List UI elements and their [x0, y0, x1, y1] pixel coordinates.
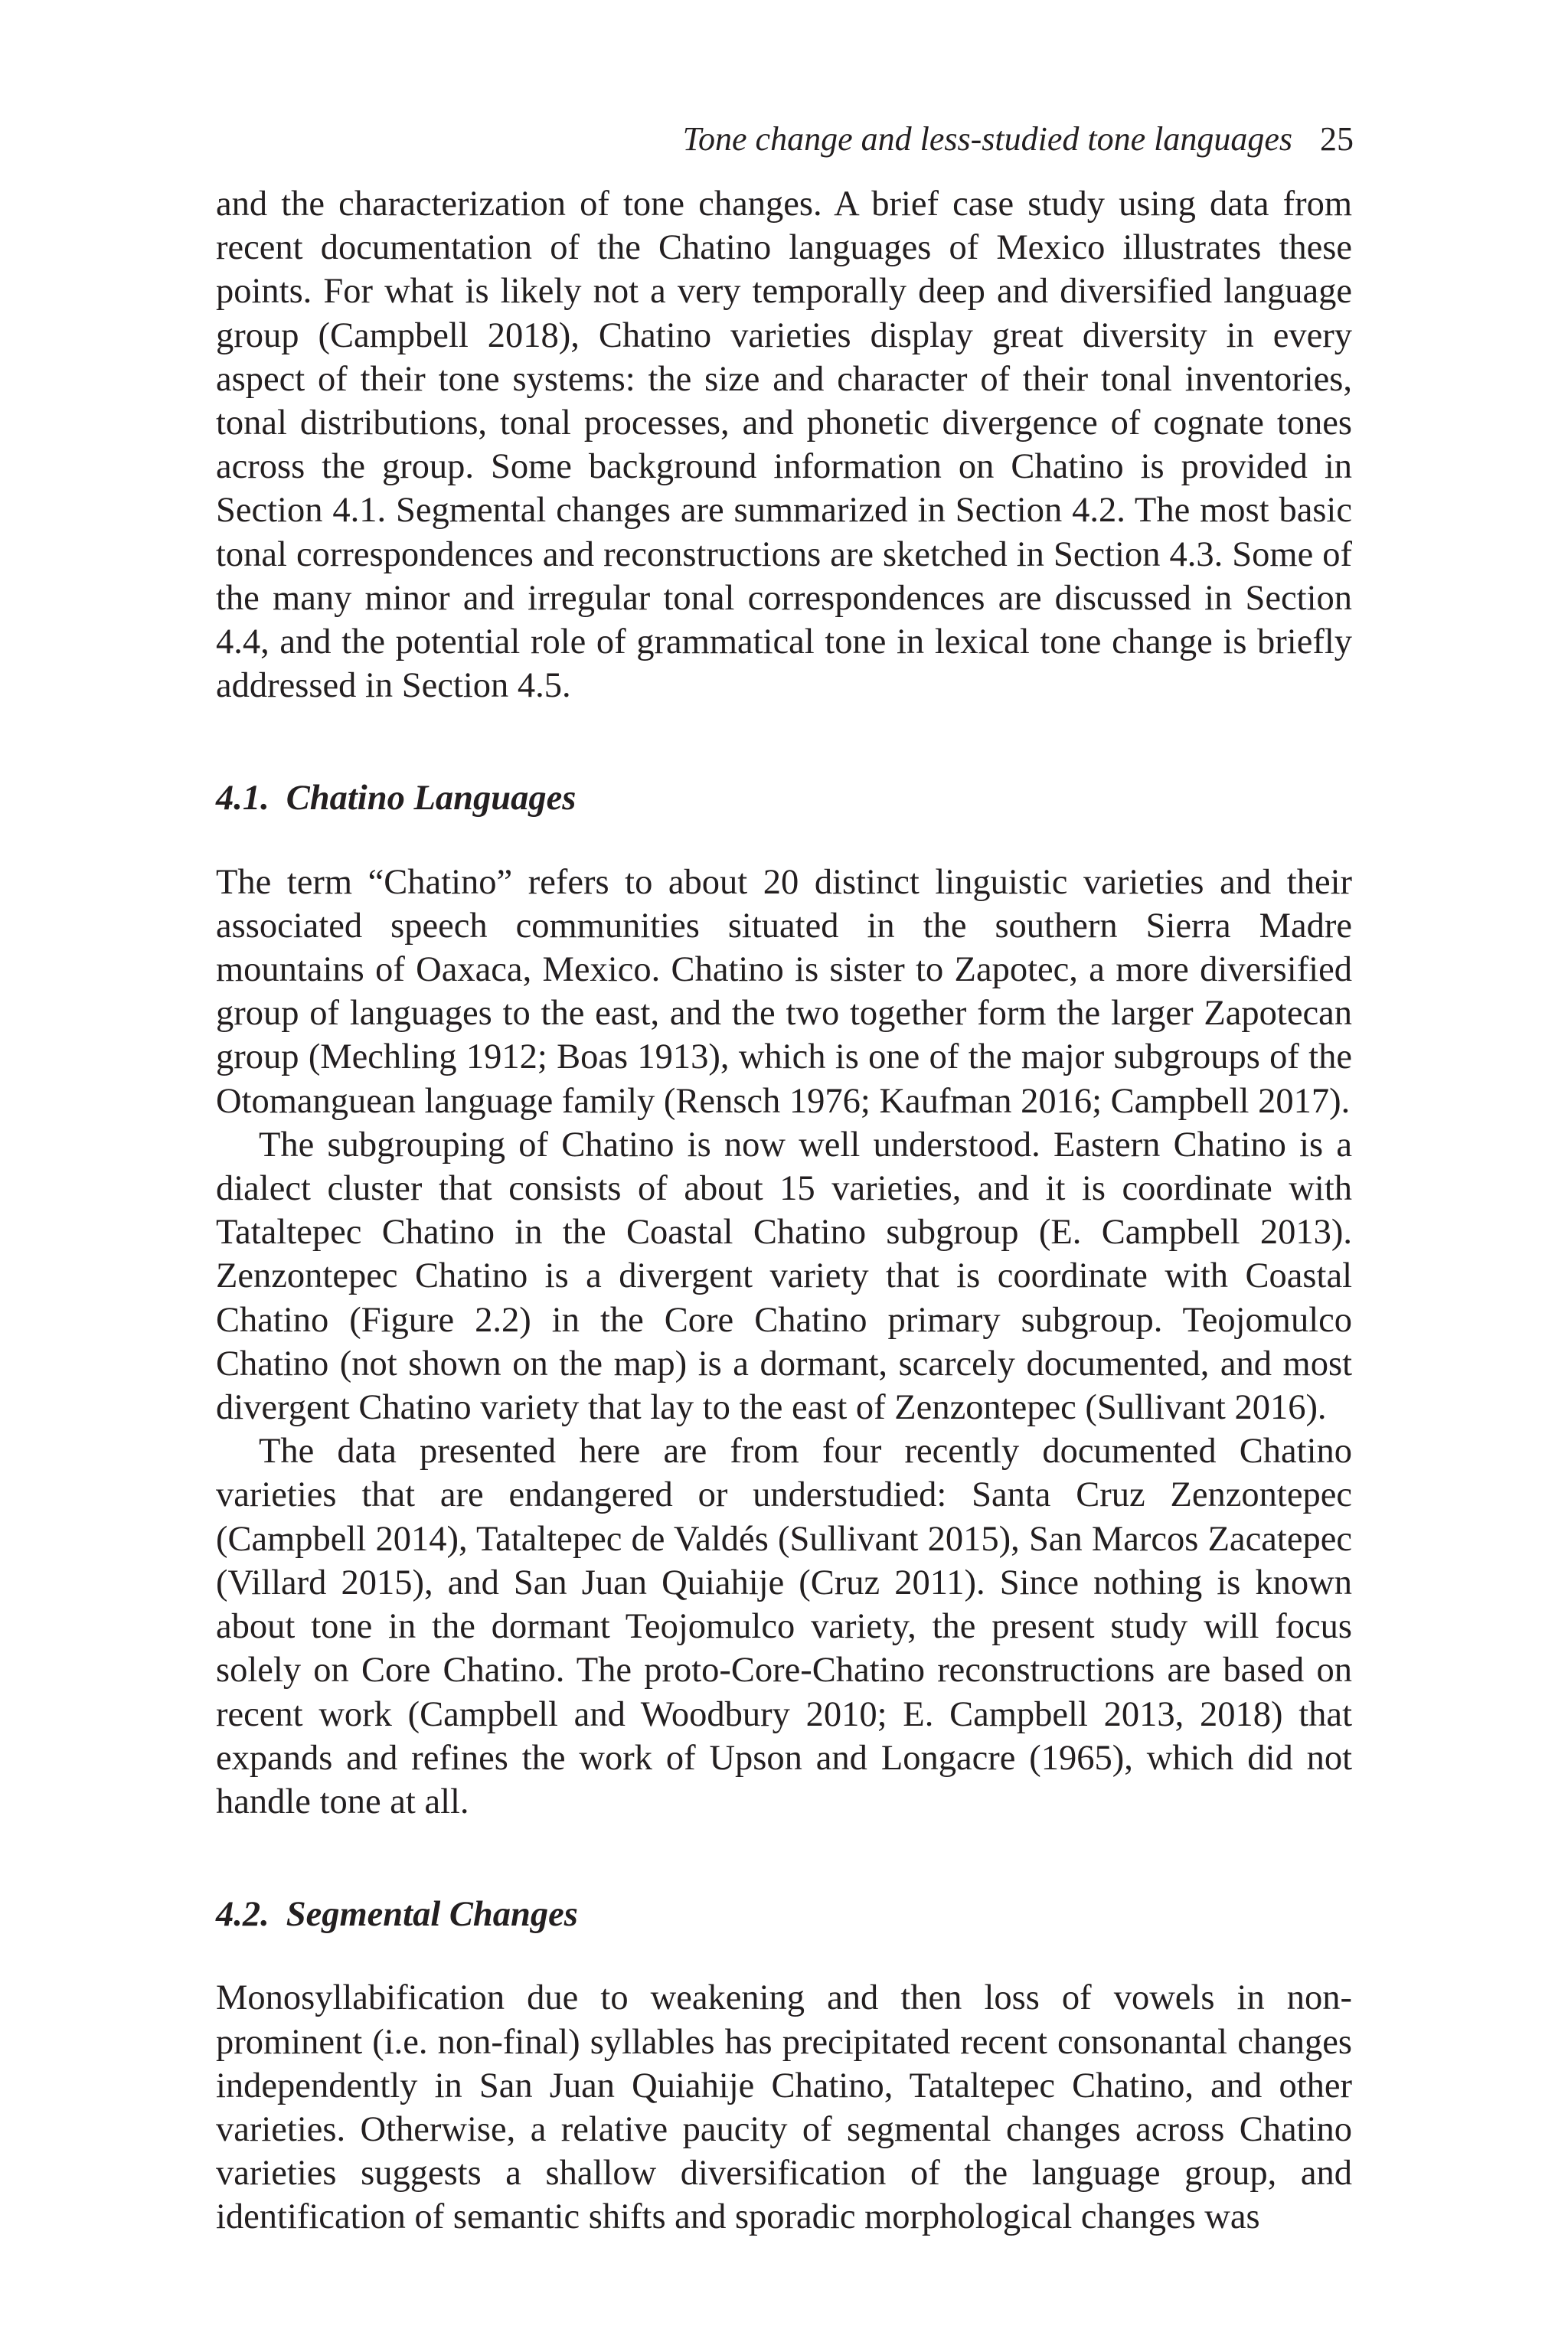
section-heading-4-2 [216, 1893, 1352, 1936]
body-paragraph: The subgrouping of Chatino is now well understood. Eastern Chatino is a dialect cluster that consists of about 15 varieties, and it is coordinate with Tataltepec Chatino in the Coastal Chatino subgroup (E. Campbell 2013). Zenzontepec Chatino is a divergent variety that is coordinate with Coastal Chatino (Figure 2.2) in the Core Chatino primary subgroup. Teojomulco Chatino (not shown on the map) is a dormant, scarcely documented, and most divergent Chatino variety that lay to the east of Zenzontepec (Sullivant 2016). [216, 1125, 1352, 1428]
body-paragraph: The term “Chatino” refers to about 20 distinct linguistic varieties and their associated speech communities situated in the southern Sierra Madre mountains of Oaxaca, Mexico. Chatino is sister to Zapotec, a more diversified group of languages to the east, and the two together form the larger Zapotecan group (Mechling 1912; Boas 1913), which is one of the major subgroups of the Otomanguean language family (Rensch 1976; Kaufman 2016; Campbell 2017). [216, 862, 1352, 1121]
running-head-title: Tone change and less-studied tone languages [682, 120, 1292, 158]
running-head [683, 116, 1354, 162]
section-title: Chatino Languages [286, 779, 577, 818]
section-number: 4.1. [216, 779, 270, 818]
section-4-1-body [216, 861, 1352, 1824]
section-title: Segmental Changes [286, 1895, 578, 1935]
body-paragraph: The data presented here are from four recently documented Chatino varieties that are endangered or understudied: Santa Cruz Zenzontepec (Campbell 2014), Tataltepec de Valdés (Sullivant 2015), San Marcos Zacatepec (Villard 2015), and San Juan Quiahije (Cruz 2011). Since nothing is known about tone in the dormant Teojomulco variety, the present study will focus solely on Core Chatino. The proto-Core-Chatino reconstructions are based on recent work (Campbell and Woodbury 2010; E. Campbell 2013, 2018) that expands and refines the work of Upson and Longacre (1965), which did not handle tone at all. [216, 1432, 1352, 1821]
page-body [216, 182, 1352, 2239]
page-number: 25 [1320, 120, 1354, 158]
intro-paragraph: and the characterization of tone changes. A brief case study using data from recent documentation of the Chatino languages of Mexico illustrates these points. For what is likely not a very temporally deep and diversified language group (Campbell 2018), Chatino varieties display great diversity in every aspect of their tone systems: the size and character of their tonal inventories, tonal distributions, tonal processes, and phonetic divergence of cognate tones across the group. Some background information on Chatino is provided in Section 4.1. Segmental changes are summarized in Section 4.2. The most basic tonal correspondences and reconstructions are sketched in Section 4.3. Some of the many minor and irregular tonal correspondences are discussed in Section 4.4, and the potential role of grammatical tone in lexical tone change is briefly addressed in Section 4.5. [216, 185, 1352, 706]
section-heading-4-1 [216, 776, 1352, 820]
section-4-2-body [216, 1976, 1352, 2239]
section-number: 4.2. [216, 1895, 270, 1935]
body-paragraph: Monosyllabification due to weakening and then loss of vowels in non-prominent (i.e. non-final) syllables has precipitated recent consonantal changes independently in San Juan Quiahije Chatino, Tataltepec Chatino, and other varieties. Otherwise, a relative paucity of segmental changes across Chatino varieties suggests a shallow diversification of the language group, and identification of semantic shifts and sporadic morphological changes was [216, 1978, 1352, 2237]
